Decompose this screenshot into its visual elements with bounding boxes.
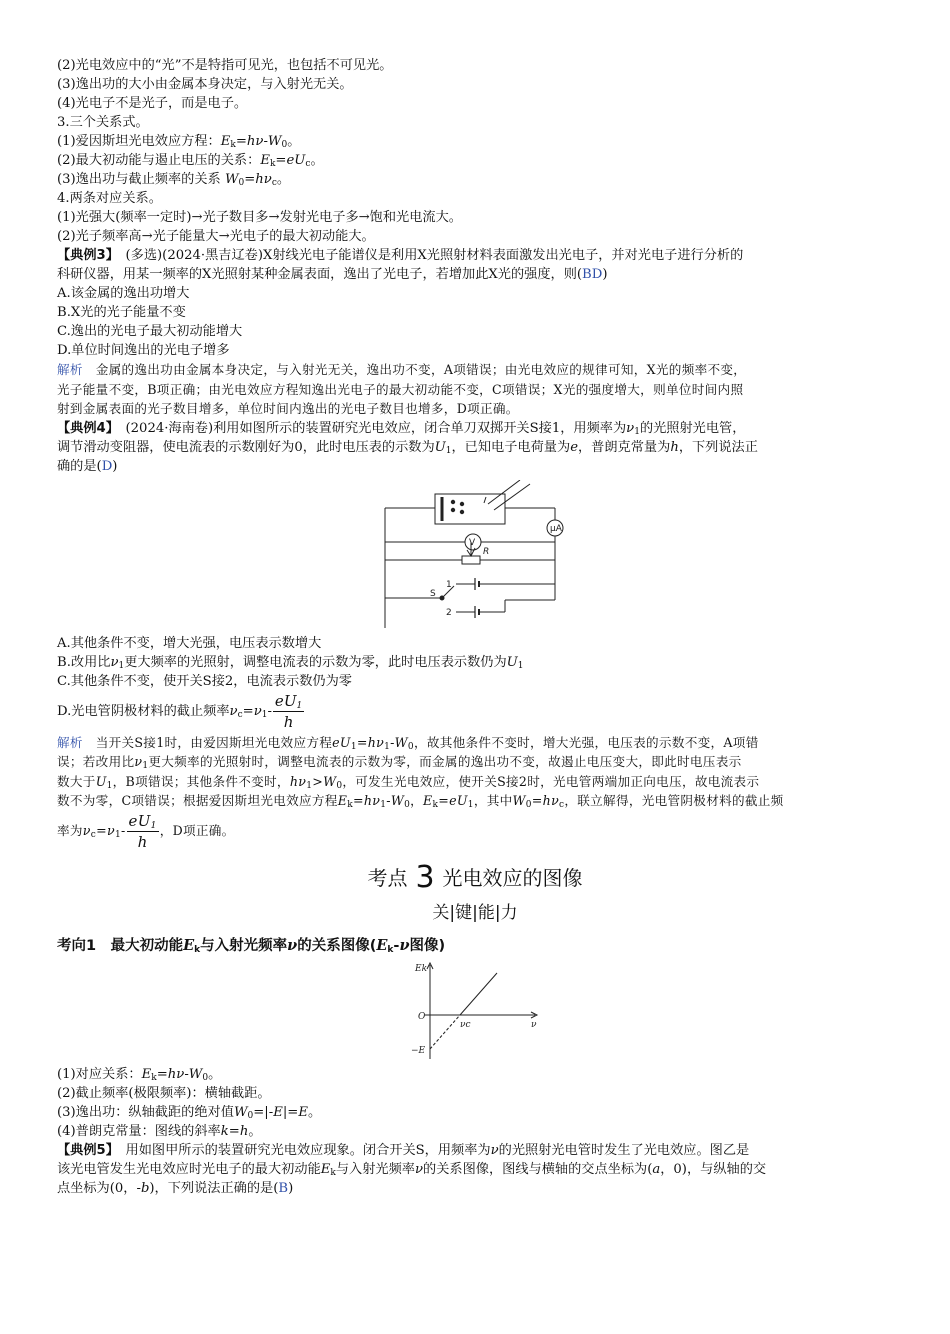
example-4-stem: 确的是(D) [57, 458, 118, 474]
option-a: A.其他条件不变，增大光强，电压表示数增大 [57, 635, 322, 651]
fraction: $\frac{eU_1}{h}$ [274, 691, 303, 731]
switch-pos-2: 2 [446, 607, 452, 618]
document-page [57, 56, 893, 1198]
graph-item: (3)逸出功：纵轴截距的绝对值$W_0=|-E|=E$。 [57, 1104, 322, 1121]
rheostat-label: R [483, 546, 490, 557]
section-heading: 考点 3 光电效应的图像 [367, 859, 583, 895]
switch-pos-1: 1 [446, 579, 452, 590]
switch-label: S [430, 588, 436, 599]
voltmeter-label: V [469, 537, 476, 548]
answer: BD [582, 267, 603, 282]
text-line: (2)光电效应中的“光”不是特指可见光，也包括不可见光。 [57, 58, 393, 73]
text-line: (4)光电子不是光子，而是电子。 [57, 96, 248, 111]
direction-heading: 考向1 最大初动能$E_k$与入射光频率ν的关系图像($E_k-\nu$图像) [57, 936, 446, 955]
ammeter-label: μA [550, 523, 562, 534]
example-4-stem: 【典例4】 (2024·海南卷)利用如图所示的装置研究光电效应，闭合单刀双掷开关S接1，用频率为$\nu_1$的光照射光电管， [57, 420, 746, 437]
explanation-3: 解析 金属的逸出功由金属本身决定，与入射光无关，逸出功不变，A项错误；由光电效应的规律可知，X光的频率不变， 光子能量不变，B项正确；由光电效应方程知逸出光电子的最大初动能不变，C项错误；X光的强度增大，则单位时间内照 射到金属表面的光子数目增多，单位时间内逸出的光电子数目也增多，D项正确。 [57, 362, 747, 416]
text-line: (2)光子频率高→光子能量大→光电子的最大初动能大。 [57, 229, 375, 244]
subheading: 关|键|能|力 [432, 902, 518, 923]
example-5-stem: 【典例5】 用如图甲所示的装置研究光电效应现象。闭合开关S，用频率为ν的光照射光电管时发生了光电效应。图乙是 [57, 1142, 750, 1158]
graph-origin: O [418, 1011, 426, 1022]
option-d: D.单位时间逸出的光电子增多 [57, 343, 230, 358]
example-5-stem: 点坐标为(0，-b)，下列说法正确的是(B) [57, 1180, 294, 1196]
graph-item: (2)截止频率(极限频率)：横轴截距。 [57, 1085, 271, 1101]
option-b: B.X光的光子能量不变 [57, 305, 186, 320]
fraction: $\frac{eU_1}{h}$ [128, 811, 157, 851]
example-4-stem: 调节滑动变阻器，使电流表的示数刚好为0，此时电压表的示数为$U_1$，已知电子电荷量为e，普朗克常量为h，下列说法正 [57, 439, 758, 456]
text-line: (1)光强大(频率一定时)→光子数目多→发射光电子多→饱和光电流大。 [57, 210, 462, 225]
example-3-stem: 【典例3】 (多选)(2024·黑吉辽卷)X射线光电子能谱仪是利用X光照射材料表面激发出光电子，并对光电子进行分析的 [57, 248, 744, 263]
graph-item: (1)对应关系：$E_k=h\nu-W_0$。 [57, 1066, 222, 1083]
explanation-4: 解析 当开关S接1时，由爱因斯坦光电效应方程$eU_1=h\nu_1-W_0$，故其他条件不变时，增大光强，电压表的示数不变，A项错 误；若改用比$\nu_1$更大频率的光照射时，调整电流表的示数为零，而金属的逸出功不变，故遏止电压变大，即此时电压表示 数大于$U_1$，B项错误；其他条件不变时，$h\nu_1>W_0$，可发生光电效应，使开关S接2时，光电管两端加正向电压，故电流表示 数不为零，C项错误；根据爱因斯坦光电效应方程$E_k=h\nu_1-W_0$，$E_k=eU_1$，其中$W_0=h\nu_c$，联立解得，光电管阴极材料的截止频 率为$\nu_c=\nu_1-$ $\frac{eU_1}{h}$ ，D项正确。 [57, 734, 784, 851]
graph-x-label: ν [531, 1019, 537, 1030]
graph-neg-e: −E [411, 1045, 426, 1056]
answer: D [101, 458, 113, 474]
option-c: C.其他条件不变，使开关S接2，电流表示数仍为零 [57, 673, 352, 689]
example-5-stem: 该光电管发生光电效应时光电子的最大初动能$E_k$与入射光频率ν的关系图像，图线与横轴的交点坐标为(a，0)，与纵轴的交 [57, 1161, 767, 1178]
text-line: (3)逸出功的大小由金属本身决定，与入射光无关。 [57, 77, 353, 92]
equation-line: (1)爱因斯坦光电效应方程：$E_k=h\nu-W_0$。 [57, 134, 301, 150]
answer: B [278, 1180, 289, 1196]
example-3-stem: 科研仪器，用某一频率的X光照射某种金属表面，逸出了光电子，若增加此X光的强度，则(BD) [57, 267, 608, 282]
option-c: C.逸出的光电子最大初动能增大 [57, 324, 243, 339]
option-a: A.该金属的逸出功增大 [57, 286, 190, 301]
equation-line: (3)逸出功与截止频率的关系 $W_0=h\nu_c$。 [57, 172, 291, 188]
option-d: D.光电管阴极材料的截止频率$\nu_c=\nu_1-$ $\frac{eU_1}{h}$ [57, 691, 303, 731]
equation-line: (2)最大初动能与遏止电压的关系：$E_k=eU_c$。 [57, 153, 324, 169]
option-b: B.改用比$\nu_1$更大频率的光照射，调整电流表的示数为零，此时电压表示数仍为$U_1$ [57, 654, 524, 671]
ek-nu-graph [405, 961, 545, 1061]
text-line: 4.两条对应关系。 [57, 191, 162, 206]
graph-item: (4)普朗克常量：图线的斜率k=h。 [57, 1123, 262, 1139]
graph-y-label: Ek [415, 963, 428, 974]
text-line: 3.三个关系式。 [57, 115, 149, 130]
graph-cutoff: νc [460, 1019, 471, 1030]
circuit-diagram [380, 480, 570, 630]
